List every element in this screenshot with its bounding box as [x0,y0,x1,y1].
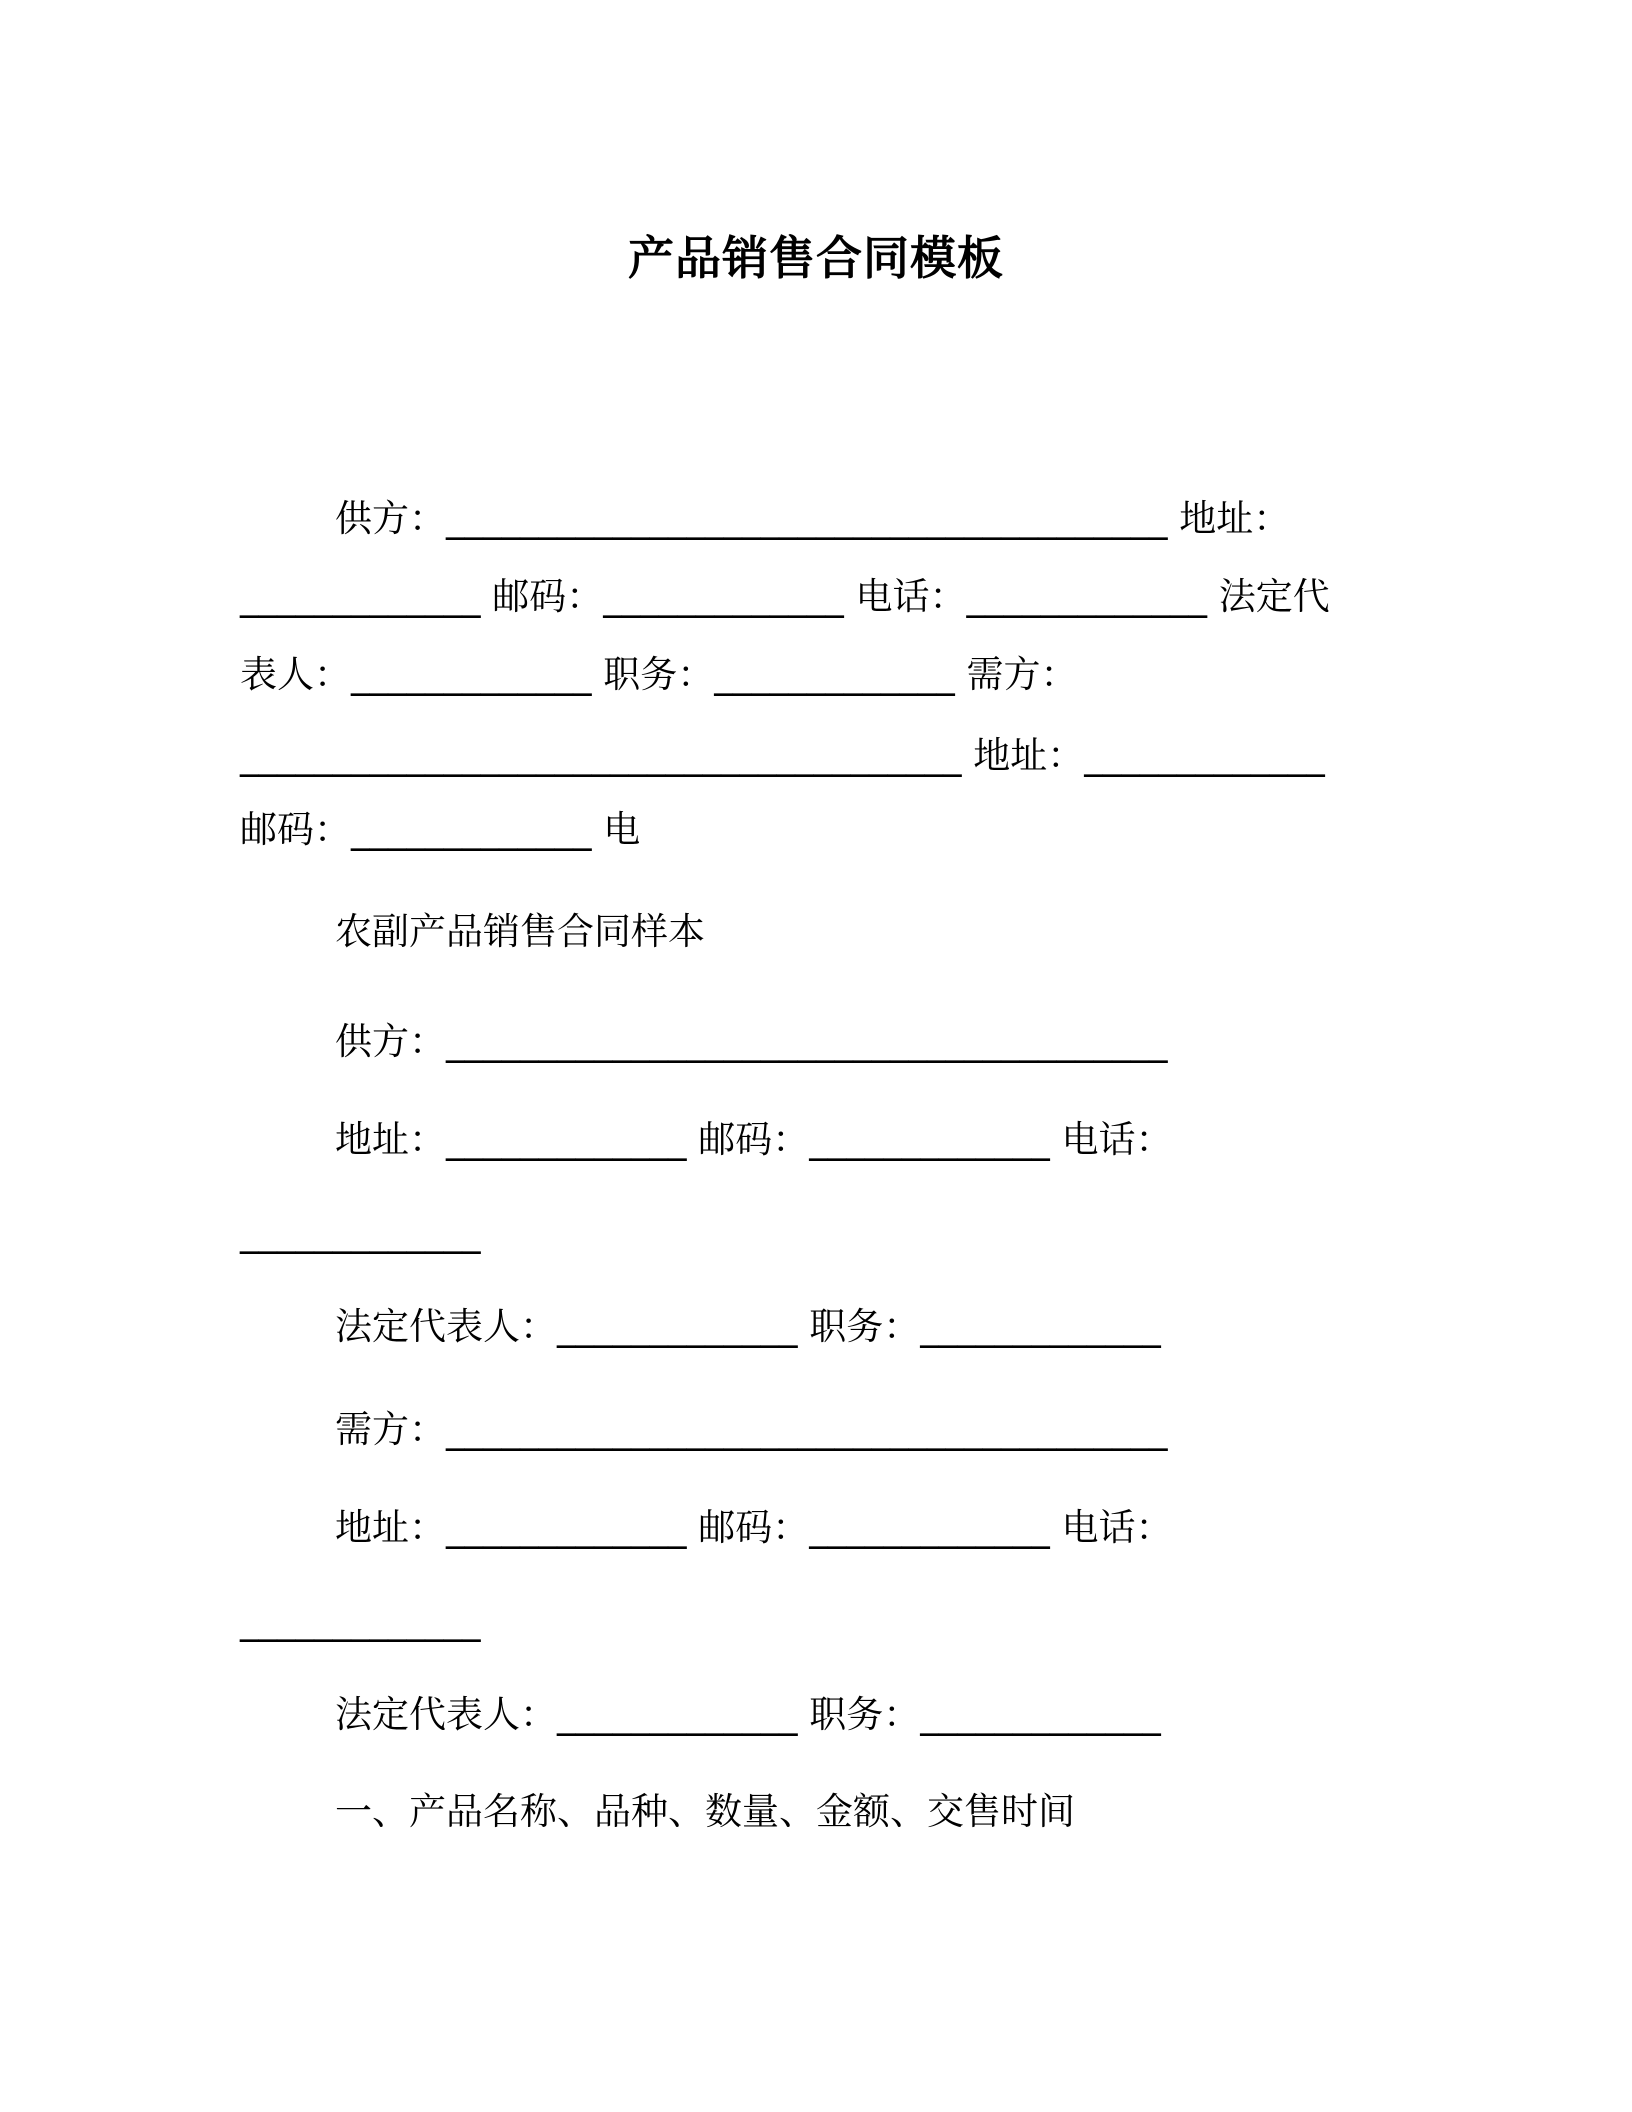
buyer-address-line: 地址：_____________ 邮码：_____________ 电话： [335,1506,1173,1549]
supplier-phone-blank: _____________ [240,1211,481,1254]
para1-line-4: _______________________________________ 地址：_____________ [240,734,1325,777]
supplier-rep-line: 法定代表人：_____________ 职务：_____________ [335,1305,1161,1348]
document-title: 产品销售合同模板 [628,231,1004,285]
para1-line-1: 供方：_______________________________________ 地址： [335,497,1291,540]
section-1-heading: 一、产品名称、品种、数量、金额、交售时间 [335,1790,1075,1833]
buyer-rep-line: 法定代表人：_____________ 职务：_____________ [335,1693,1161,1736]
para1-line-5: 邮码：_____________ 电 [240,808,641,851]
buyer-phone-blank: _____________ [240,1599,481,1642]
subtitle: 农副产品销售合同样本 [335,910,705,953]
buyer-name-line: 需方：_______________________________________ [335,1408,1168,1451]
para1-line-3: 表人：_____________ 职务：_____________ 需方： [240,653,1078,696]
para1-line-2: _____________ 邮码：_____________ 电话：_____________ 法定代 [240,575,1330,618]
supplier-name-line: 供方：_______________________________________ [335,1020,1168,1063]
supplier-address-line: 地址：_____________ 邮码：_____________ 电话： [335,1118,1173,1161]
